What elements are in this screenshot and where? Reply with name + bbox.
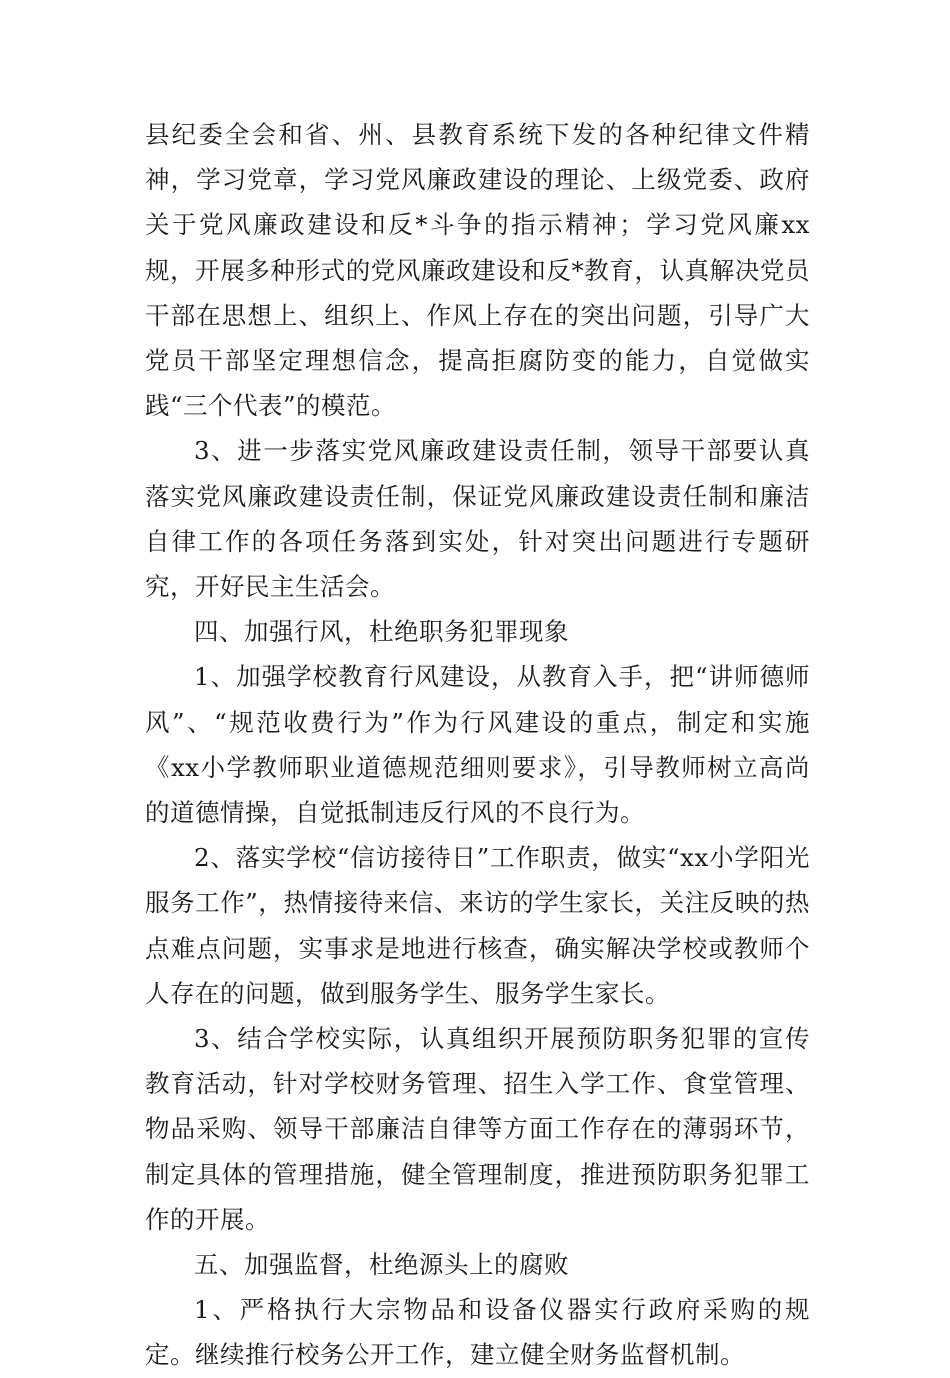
section-heading-5: 五、加强监督，杜绝源头上的腐败 [194,1250,569,1280]
paragraph-item-3-responsibility: 3、进一步落实党风廉政建设责任制，领导干部要认真落实党风廉政建设责任制，保证党风廉政建设责任制和廉洁自律工作的各项任务落到实处，针对突出问题进行专题研究，开好民主生活会。 [145,436,810,602]
paragraph-item-1-ethics: 1、加强学校教育行风建设，从教育入手，把“讲师德师风”、“规范收费行为”作为行风建设的重点，制定和实施《xx小学教师职业道德规范细则要求》，引导教师树立高尚的道德情操，自觉抵制违反行风的不良行为。 [145,662,810,828]
section-heading-4: 四、加强行风，杜绝职务犯罪现象 [194,617,569,647]
paragraph-item-2-petitions: 2、落实学校“信访接待日”工作职责，做实“xx小学阳光服务工作”，热情接待来信、来访的学生家长，关注反映的热点难点问题，实事求是地进行核查，确实解决学校或教师个人存在的问题，做到服务学生、服务学生家长。 [145,843,810,1008]
paragraph-item-3-prevention: 3、结合学校实际，认真组织开展预防职务犯罪的宣传教育活动，针对学校财务管理、招生入学工作、食堂管理、物品采购、领导干部廉洁自律等方面工作存在的薄弱环节，制定具体的管理措施，健全管理制度，推进预防职务犯罪工作的开展。 [145,1024,810,1234]
document-body [145,112,810,1378]
paragraph-continuation: 县纪委全会和省、州、县教育系统下发的各种纪律文件精神，学习党章，学习党风廉政建设的理论、上级党委、政府关于党风廉政建设和反*斗争的指示精神；学习党风廉xx规，开展多种形式的党风廉政建设和反*教育，认真解决党员干部在思想上、组织上、作风上存在的突出问题，引导广大党员干部坚定理想信念，提高拒腐防变的能力，自觉做实践“三个代表”的模范。 [145,120,810,421]
paragraph-item-1-procurement: 1、严格执行大宗物品和设备仪器实行政府采购的规定。继续推行校务公开工作，建立健全财务监督机制。 [145,1295,810,1370]
